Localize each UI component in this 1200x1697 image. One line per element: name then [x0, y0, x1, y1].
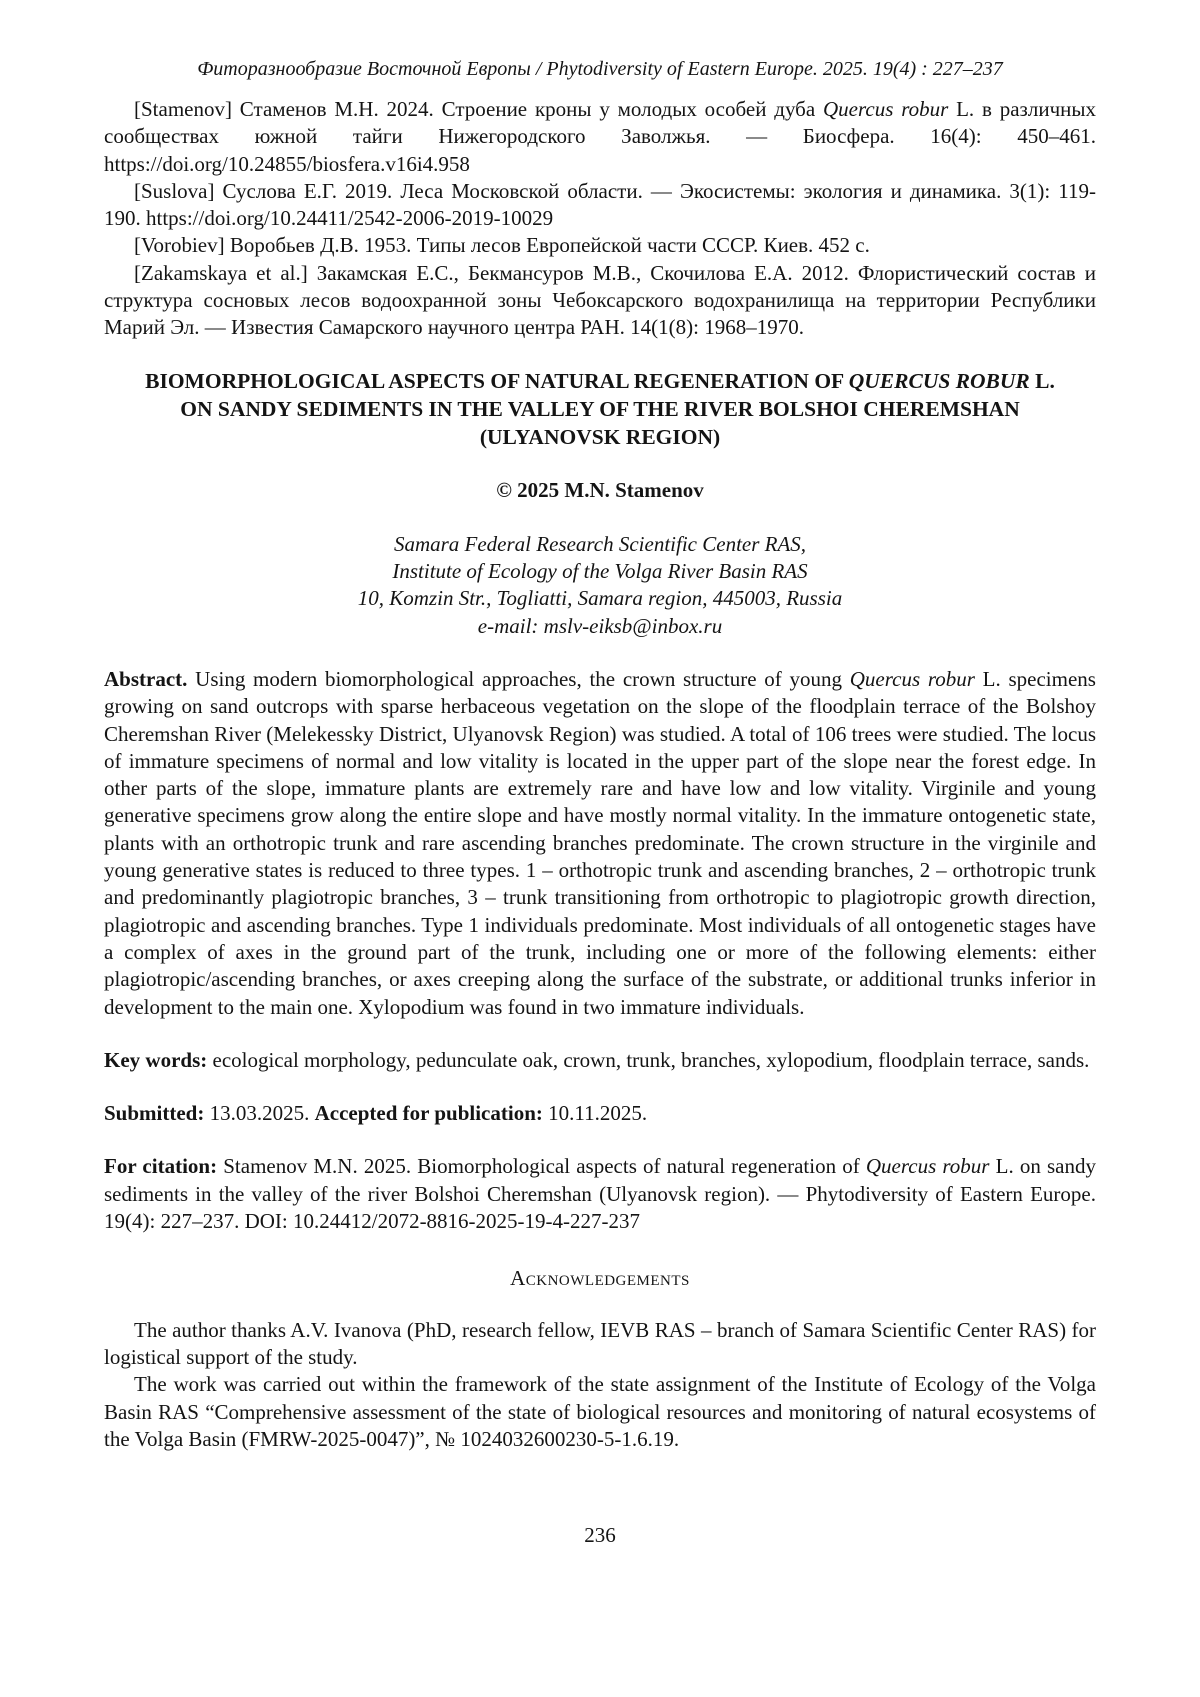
- affiliation-email: e-mail: mslv-eiksb@inbox.ru: [477, 613, 723, 638]
- reference-entry-zakamskaya: [Zakamskaya et al.] Закамская Е.С., Бекмансуров М.В., Скочилова Е.А. 2012. Флористический состав и структура сосновых лесов водоохранной зоны Чебоксарского водохранилища на территории Республики Марий Эл. — Известия Самарского научного центра РАН. 14(1(8): 1968–1970.: [104, 260, 1096, 340]
- reference-entry-vorobiev: [Vorobiev] Воробьев Д.В. 1953. Типы лесов Европейской части СССР. Киев. 452 с.: [134, 233, 870, 258]
- affiliation-line: Institute of Ecology of the Volga River Basin RAS: [392, 559, 808, 584]
- article-title: BIOMORPHOLOGICAL ASPECTS OF NATURAL REGENERATION OF QUERCUS ROBUR L. ON SANDY SEDIMENTS IN THE VALLEY OF THE RIVER BOLSHOI CHEREMSHAN (ULYANOVSK REGION): [145, 368, 1055, 449]
- references-section: [104, 96, 1096, 342]
- page-number: 236: [584, 1522, 616, 1547]
- keywords-paragraph: Key words: ecological morphology, pedunculate oak, crown, trunk, branches, xylopodium, floodplain terrace, sands.: [104, 1047, 1090, 1072]
- acknowledgements-paragraph: The author thanks A.V. Ivanova (PhD, research fellow, IEVB RAS – branch of Samara Scientific Center RAS) for logistical support of the study.: [104, 1317, 1096, 1369]
- journal-running-head: Фиторазнообразие Восточной Европы / Phytodiversity of Eastern Europe. 2025. 19(4) : 227–237: [197, 58, 1003, 80]
- copyright-line: © 2025 M.N. Stamenov: [496, 478, 704, 503]
- reference-entry-suslova: [Suslova] Суслова Е.Г. 2019. Леса Московской области. — Экосистемы: экология и динамика. 3(1): 119-190. https://doi.org/10.24411/2542-2006-2019-10029: [104, 178, 1096, 231]
- for-citation-paragraph: For citation: Stamenov M.N. 2025. Biomorphological aspects of natural regeneration of Quercus robur L. on sandy sediments in the valley of the river Bolshoi Cheremshan (Ulyanovsk region). — Phytodiversity of Eastern Europe. 19(4): 227–237. DOI: 10.24412/2072-8816-2025-19-4-227-237: [104, 1154, 1096, 1234]
- affiliation-line: Samara Federal Research Scientific Center RAS,: [393, 531, 807, 556]
- abstract-paragraph: Abstract. Using modern biomorphological approaches, the crown structure of young Quercus robur L. specimens growing on sand outcrops with sparse herbaceous vegetation on the slope of the floodplain terrace of the Bolshoy Cheremshan River (Melekessky District, Ulyanovsk Region) was studied. A total of 106 trees were studied. The locus of immature specimens of normal and low vitality is located in the upper part of the slope near the forest edge. In other parts of the slope, immature plants are extremely rare and have low and low vitality. Virginile and young generative specimens grow along the entire slope and have mostly normal vitality. In the immature ontogenetic state, plants with an orthotropic trunk and rare ascending branches predominate. The crown structure in the virginile and young generative states is reduced to three types. 1 – orthotropic trunk and ascending branches, 2 – orthotropic trunk and predominantly plagiotropic branches, 3 – trunk transitioning from orthotropic to plagiotropic growth direction, plagiotropic and ascending branches. Type 1 individuals predominate. Most individuals of all ontogenetic stages have a complex of axes in the ground part of the trunk, including one or more of the following elements: either plagiotropic/ascending branches, or axes creeping along the surface of the substrate, or additional trunks inferior in development to the main one. Xylopodium was found in two immature individuals.: [104, 666, 1096, 1019]
- acknowledgements-paragraph: The work was carried out within the framework of the state assignment of the Institute of Ecology of the Volga Basin RAS “Comprehensive assessment of the state of biological resources and monitoring of natural ecosystems of the Volga Basin (FMRW-2025-0047)”, № 1024032600230-5-1.6.19.: [104, 1372, 1096, 1451]
- submission-dates-line: Submitted: 13.03.2025. Accepted for publication: 10.11.2025.: [104, 1101, 648, 1126]
- reference-entry-stamenov: [Stamenov] Стаменов М.Н. 2024. Строение кроны у молодых особей дуба Quercus robur L. в различных сообществах южной тайги Нижегородского Заволжья. — Биосфера. 16(4): 450–461. https://doi.org/10.24855/biosfera.v16i4.958: [104, 97, 1096, 176]
- affiliation-line: 10, Komzin Str., Togliatti, Samara region, 445003, Russia: [357, 586, 843, 611]
- acknowledgements-heading: Acknowledgements: [510, 1266, 690, 1291]
- affiliation-block: [104, 531, 1096, 640]
